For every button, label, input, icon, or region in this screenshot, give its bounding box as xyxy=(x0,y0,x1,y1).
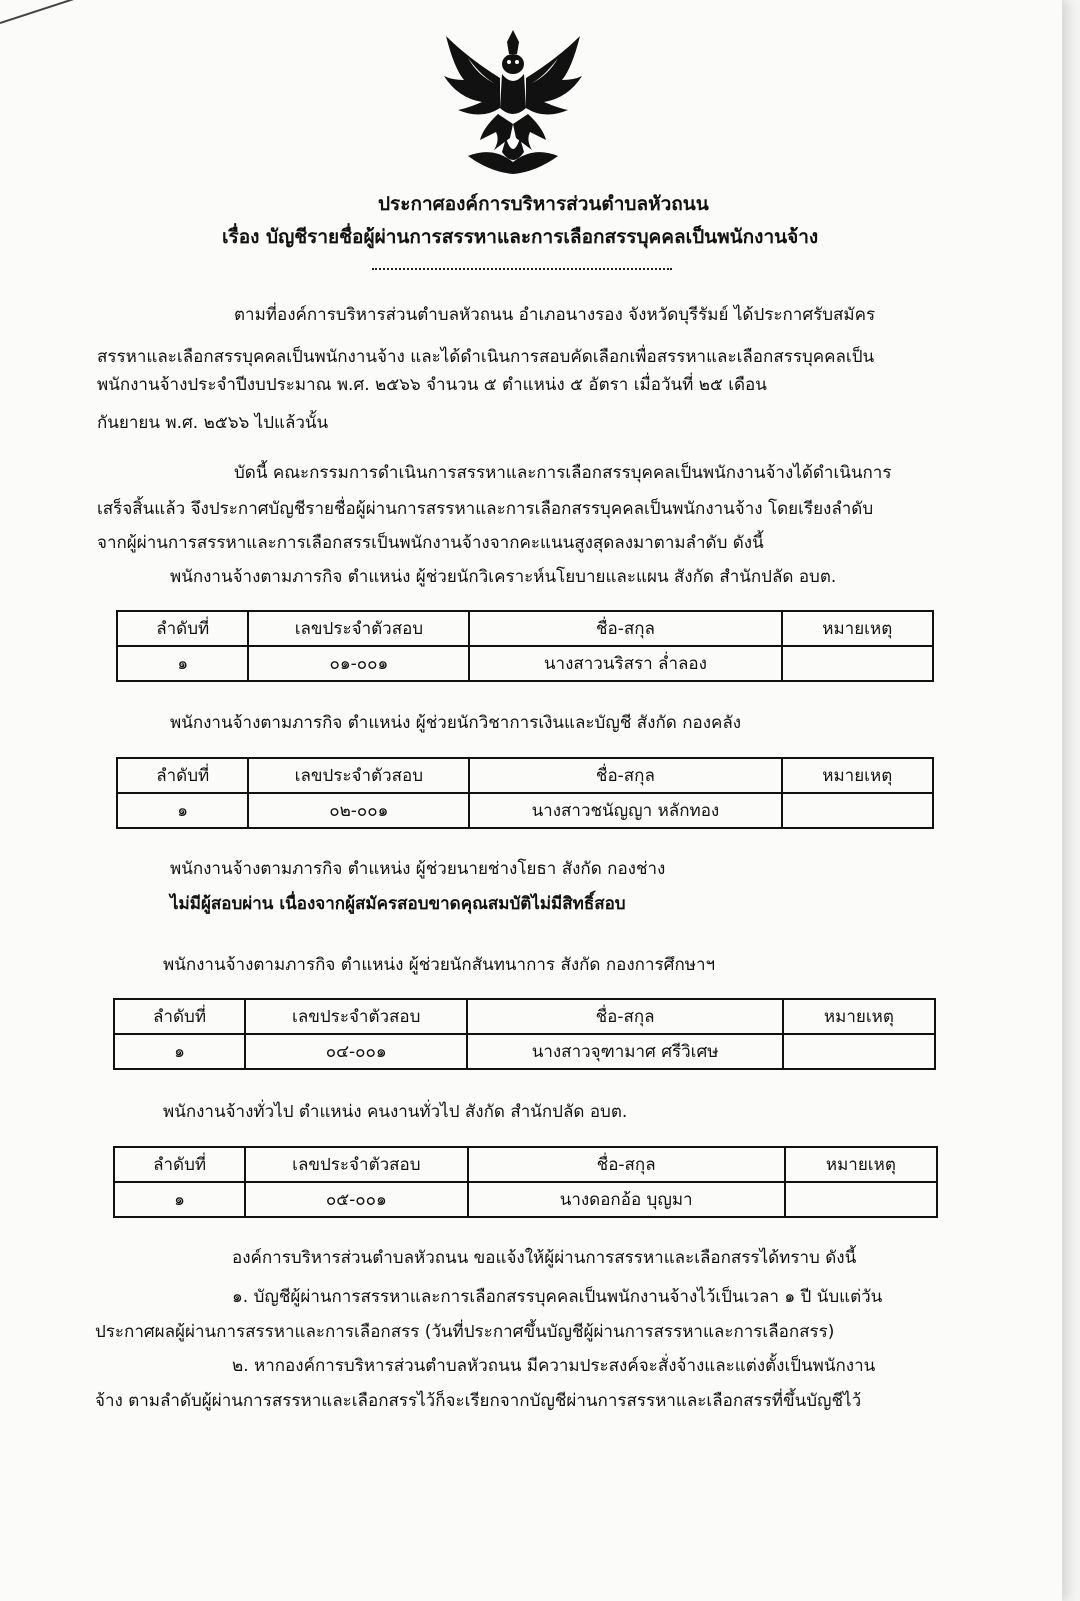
intro-line: กันยายน พ.ศ. ๒๕๖๖ ไปแล้วนั้น xyxy=(97,413,329,433)
announce-line: เสร็จสิ้นแล้ว จึงประกาศบัญชีรายชื่อผู้ผ่านการสรรหาและการเลือกสรรบุคคลเป็นพนักงานจ้าง โดยเรียงลำดับ xyxy=(97,499,874,519)
table-header-row xyxy=(117,611,933,646)
position-heading: พนักงานจ้างตามภารกิจ ตำแหน่ง ผู้ช่วยนักสันทนาการ สังกัด กองการศึกษาฯ xyxy=(163,955,716,975)
table-header-row xyxy=(117,758,933,793)
table-row xyxy=(117,793,933,828)
table-row xyxy=(114,1182,937,1217)
cell-exam-id: ๐๑-๐๐๑ xyxy=(248,646,469,681)
cell-no: ๑ xyxy=(114,1182,245,1217)
announce-line: บัดนี้ คณะกรรมการดำเนินการสรรหาและการเลือกสรรบุคคลเป็นพนักงานจ้างได้ดำเนินการ xyxy=(234,463,892,483)
cell-remark xyxy=(785,1182,937,1217)
table-header-row xyxy=(114,1147,937,1182)
result-table xyxy=(116,757,934,829)
position-heading: พนักงานจ้างตามภารกิจ ตำแหน่ง ผู้ช่วยนักวิเคราะห์นโยบายและแผน สังกัด สำนักปลัด อบต. xyxy=(170,567,837,587)
announce-line: จากผู้ผ่านการสรรหาและการเลือกสรรเป็นพนักงานจ้างจากคะแนนสูงสุดลงมาตามลำดับ ดังนี้ xyxy=(97,533,764,553)
position-heading: พนักงานจ้างตามภารกิจ ตำแหน่ง ผู้ช่วยนายช่างโยธา สังกัด กองช่าง xyxy=(170,859,666,879)
intro-line: ตามที่องค์การบริหารส่วนตำบลหัวถนน อำเภอนางรอง จังหวัดบุรีรัมย์ ได้ประกาศรับสมัคร xyxy=(234,305,876,325)
cell-exam-id: ๐๔-๐๐๑ xyxy=(245,1034,467,1069)
col-header-no: ลำดับที่ xyxy=(114,1147,245,1182)
table-row xyxy=(117,646,933,681)
col-header-remark: หมายเหตุ xyxy=(785,1147,937,1182)
result-table xyxy=(113,998,936,1070)
col-header-name: ชื่อ-สกุล xyxy=(469,758,781,793)
col-header-exam-id: เลขประจำตัวสอบ xyxy=(245,1147,467,1182)
no-pass-note: ไม่มีผู้สอบผ่าน เนื่องจากผู้สมัครสอบขาดคุณสมบัติไม่มีสิทธิ์สอบ xyxy=(170,894,626,914)
table-row xyxy=(114,1034,935,1069)
closing-line: ๑. บัญชีผู้ผ่านการสรรหาและการเลือกสรรบุคคลเป็นพนักงานจ้างไว้เป็นเวลา ๑ ปี นับแต่วัน xyxy=(232,1287,883,1307)
cell-name: นางดอกอ้อ บุญมา xyxy=(468,1182,785,1217)
col-header-name: ชื่อ-สกุล xyxy=(469,611,781,646)
col-header-exam-id: เลขประจำตัวสอบ xyxy=(248,611,469,646)
garuda-emblem-icon xyxy=(438,28,588,176)
cell-no: ๑ xyxy=(117,646,248,681)
col-header-remark: หมายเหตุ xyxy=(783,999,935,1034)
closing-line: จ้าง ตามลำดับผู้ผ่านการสรรหาและเลือกสรรไว้ก็จะเรียกจากบัญชีผ่านการสรรหาและเลือกสรรที่ขึ้นบัญชีไว้ xyxy=(95,1391,862,1411)
col-header-no: ลำดับที่ xyxy=(114,999,245,1034)
cell-remark xyxy=(782,646,933,681)
cell-name: นางสาวนริสรา ล่ำลอง xyxy=(469,646,781,681)
cell-no: ๑ xyxy=(114,1034,245,1069)
col-header-remark: หมายเหตุ xyxy=(782,611,933,646)
closing-line: ๒. หากองค์การบริหารส่วนตำบลหัวถนน มีความประสงค์จะสั่งจ้างและแต่งตั้งเป็นพนักงาน xyxy=(232,1356,876,1376)
cell-name: นางสาวชนัญญา หลักทอง xyxy=(469,793,781,828)
col-header-exam-id: เลขประจำตัวสอบ xyxy=(248,758,469,793)
position-heading: พนักงานจ้างตามภารกิจ ตำแหน่ง ผู้ช่วยนักวิชาการเงินและบัญชี สังกัด กองคลัง xyxy=(170,713,742,733)
scan-mark xyxy=(0,0,86,24)
result-table xyxy=(116,610,934,682)
intro-line: พนักงานจ้างประจำปีงบประมาณ พ.ศ. ๒๕๖๖ จำนวน ๕ ตำแหน่ง ๕ อัตรา เมื่อวันที่ ๒๕ เดือน xyxy=(97,375,767,395)
col-header-remark: หมายเหตุ xyxy=(782,758,933,793)
col-header-name: ชื่อ-สกุล xyxy=(467,999,782,1034)
col-header-name: ชื่อ-สกุล xyxy=(468,1147,785,1182)
closing-line: องค์การบริหารส่วนตำบลหัวถนน ขอแจ้งให้ผู้ผ่านการสรรหาและเลือกสรรได้ทราบ ดังนี้ xyxy=(232,1248,857,1268)
table-header-row xyxy=(114,999,935,1034)
cell-remark xyxy=(783,1034,935,1069)
page-subject: เรื่อง บัญชีรายชื่อผู้ผ่านการสรรหาและการเลือกสรรบุคคลเป็นพนักงานจ้าง xyxy=(222,226,819,248)
cell-remark xyxy=(782,793,933,828)
col-header-exam-id: เลขประจำตัวสอบ xyxy=(245,999,467,1034)
cell-exam-id: ๐๒-๐๐๑ xyxy=(248,793,469,828)
position-heading: พนักงานจ้างทั่วไป ตำแหน่ง คนงานทั่วไป สังกัด สำนักปลัด อบต. xyxy=(163,1102,628,1122)
cell-exam-id: ๐๕-๐๐๑ xyxy=(245,1182,467,1217)
closing-line: ประกาศผลผู้ผ่านการสรรหาและการเลือกสรร (วันที่ประกาศขึ้นบัญชีผู้ผ่านการสรรหาและการเลือกสรร) xyxy=(95,1322,835,1342)
title-divider xyxy=(372,268,672,270)
col-header-no: ลำดับที่ xyxy=(117,611,248,646)
intro-line: สรรหาและเลือกสรรบุคคลเป็นพนักงานจ้าง และได้ดำเนินการสอบคัดเลือกเพื่อสรรหาและเลือกสรรบุคคลเป็น xyxy=(97,347,875,367)
cell-name: นางสาวจุฑามาศ ศรีวิเศษ xyxy=(467,1034,782,1069)
page-title: ประกาศองค์การบริหารส่วนตำบลหัวถนน xyxy=(378,193,709,215)
col-header-no: ลำดับที่ xyxy=(117,758,248,793)
result-table xyxy=(113,1146,938,1218)
cell-no: ๑ xyxy=(117,793,248,828)
